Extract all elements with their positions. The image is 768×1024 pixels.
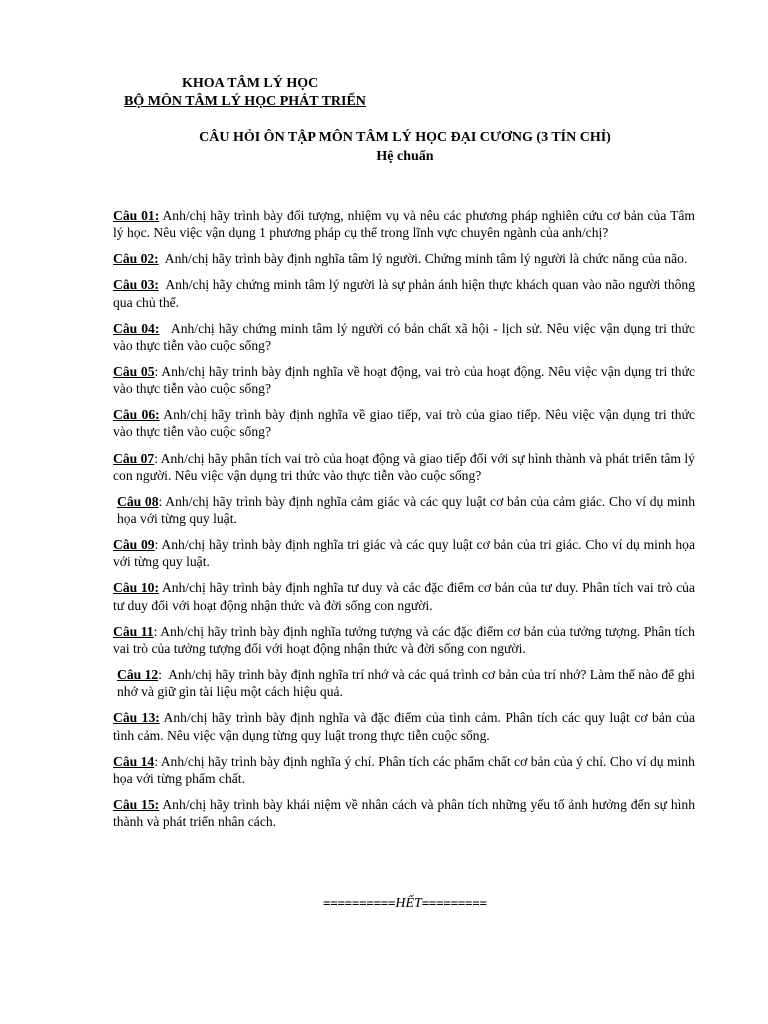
question-label: Câu 12 (117, 667, 159, 683)
question-item (113, 536, 695, 570)
question-text: Anh/chị hãy chứng minh tâm lý người là sự phản ánh hiện thực khách quan vào não người thông qua chủ thể. (113, 277, 696, 310)
question-text: Anh/chị hãy trình bày định nghĩa cảm giác và các quy luật cơ bản của cảm giác. Cho ví dụ minh họa với từng quy luật. (117, 493, 695, 527)
question-separator: : (154, 537, 162, 553)
end-text: HẾT (395, 896, 422, 911)
question-item (113, 363, 695, 397)
question-label: Câu 06: (113, 407, 160, 423)
question-text: Anh/chị hãy trình bày định nghĩa tư duy và các đặc điểm cơ bản của tư duy. Phân tích vai trò của tư duy đối với hoạt động nhận thức và đời sống con người. (113, 580, 695, 613)
question-separator: : (154, 753, 161, 769)
question-item (113, 207, 695, 241)
question-label: Câu 15: (113, 796, 160, 812)
end-rule-left: ========== (323, 896, 396, 910)
question-separator: : (158, 667, 169, 683)
question-text: Anh/chị hãy trình bày định nghĩa tưởng tượng và các đặc điểm cơ bản của tưởng tượng. Phân tích vai trò của tưởng tượng đối với hoạt động nhận thức và đời sống con người. (113, 623, 695, 656)
question-item (113, 579, 695, 613)
document-title: CÂU HỎI ÔN TẬP MÔN TÂM LÝ HỌC ĐẠI CƯƠNG (3 TÍN CHỈ) (199, 130, 611, 145)
question-separator: : (158, 493, 166, 509)
question-text: Anh/chị hãy trình bày định nghĩa về giao tiếp, vai trò của giao tiếp. Nêu việc vận dụng tri thức vào thực tiễn vào cuộc sống? (113, 407, 695, 440)
question-text: Anh/chị hãy trình bày định nghĩa tri giác và các quy luật cơ bản của tri giác. Cho ví dụ minh họa với từng quy luật. (113, 537, 695, 570)
question-item (113, 709, 695, 743)
question-text: Anh/chị hãy phân tích vai trò của hoạt động và giao tiếp đối với sự hình thành và phát triển tâm lý con người. Nêu việc vận dụng tri thức vào thực tiễn vào cuộc sống? (113, 450, 695, 483)
question-item (113, 796, 695, 830)
document-subtitle: Hệ chuẩn (376, 149, 434, 164)
question-label: Câu 14 (113, 753, 155, 769)
department-name: BỘ MÔN TÂM LÝ HỌC PHÁT TRIỂN (124, 94, 366, 109)
question-text: Anh/chị hãy trình bày định nghĩa trí nhớ và các quá trình cơ bản của trí nhớ? Làm thế nào để ghi nhớ và giữ gìn tài liệu một cách hiệu quả. (117, 667, 695, 700)
question-label: Câu 09 (113, 537, 155, 553)
question-item (113, 450, 695, 484)
question-list (113, 207, 695, 839)
question-separator: : (154, 363, 162, 379)
question-item (113, 276, 695, 310)
question-item (113, 250, 695, 267)
question-item (113, 406, 695, 440)
question-label: Câu 01: (113, 208, 160, 223)
question-separator: : (154, 450, 161, 466)
question-item (113, 320, 695, 354)
end-marker (0, 894, 768, 913)
question-separator: : (153, 623, 161, 639)
question-label: Câu 11 (113, 623, 154, 639)
question-item (113, 666, 695, 700)
question-label: Câu 13: (113, 710, 160, 726)
question-separator (159, 321, 171, 336)
question-item (113, 753, 695, 787)
question-label: Câu 10: (113, 580, 159, 596)
question-text: Anh/chị hãy trình bày định nghĩa về hoạt động, vai trò của hoạt động. Nêu việc vận dụng tri thức vào thực tiễn vào cuộc sống? (113, 363, 696, 397)
question-label: Câu 07 (113, 450, 155, 466)
question-item (113, 493, 695, 527)
question-text: Anh/chị hãy trình bày định nghĩa và đặc điểm của tình cảm. Phân tích các quy luật cơ bản của tình cảm. Nêu việc vận dụng từng quy luật trong thực tiễn cuộc sống. (113, 710, 696, 743)
question-text: Anh/chị hãy trình bày định nghĩa tâm lý người. Chứng minh tâm lý người là chức năng của não. (164, 251, 688, 267)
question-label: Câu 02: (113, 251, 159, 267)
question-label: Câu 08 (117, 493, 159, 509)
end-rule-right: ========= (421, 896, 487, 910)
question-text: Anh/chị hãy trình bày đối tượng, nhiệm vụ và nêu các phương pháp nghiên cứu cơ bản của Tâm lý học. Nêu việc vận dụng 1 phương pháp cụ thể trong lĩnh vực chuyên ngành của anh/chị? (113, 208, 696, 241)
faculty-name: KHOA TÂM LÝ HỌC (182, 76, 319, 91)
question-label: Câu 03: (113, 277, 159, 293)
question-label: Câu 04: (113, 320, 160, 336)
question-text: Anh/chị hãy trình bày định nghĩa ý chí. Phân tích các phẩm chất cơ bản của ý chí. Cho ví dụ minh họa với từng phẩm chất. (113, 753, 695, 786)
question-label: Câu 05 (113, 363, 155, 379)
question-text: Anh/chị hãy chứng minh tâm lý người có bản chất xã hội - lịch sử. Nêu việc vận dụng tri thức vào thực tiễn vào cuộc sống? (113, 320, 695, 353)
question-text: Anh/chị hãy trình bày khái niệm về nhân cách và phân tích những yếu tố ảnh hưởng đến sự hình thành và phát triển nhân cách. (113, 796, 695, 830)
question-item (113, 623, 695, 657)
